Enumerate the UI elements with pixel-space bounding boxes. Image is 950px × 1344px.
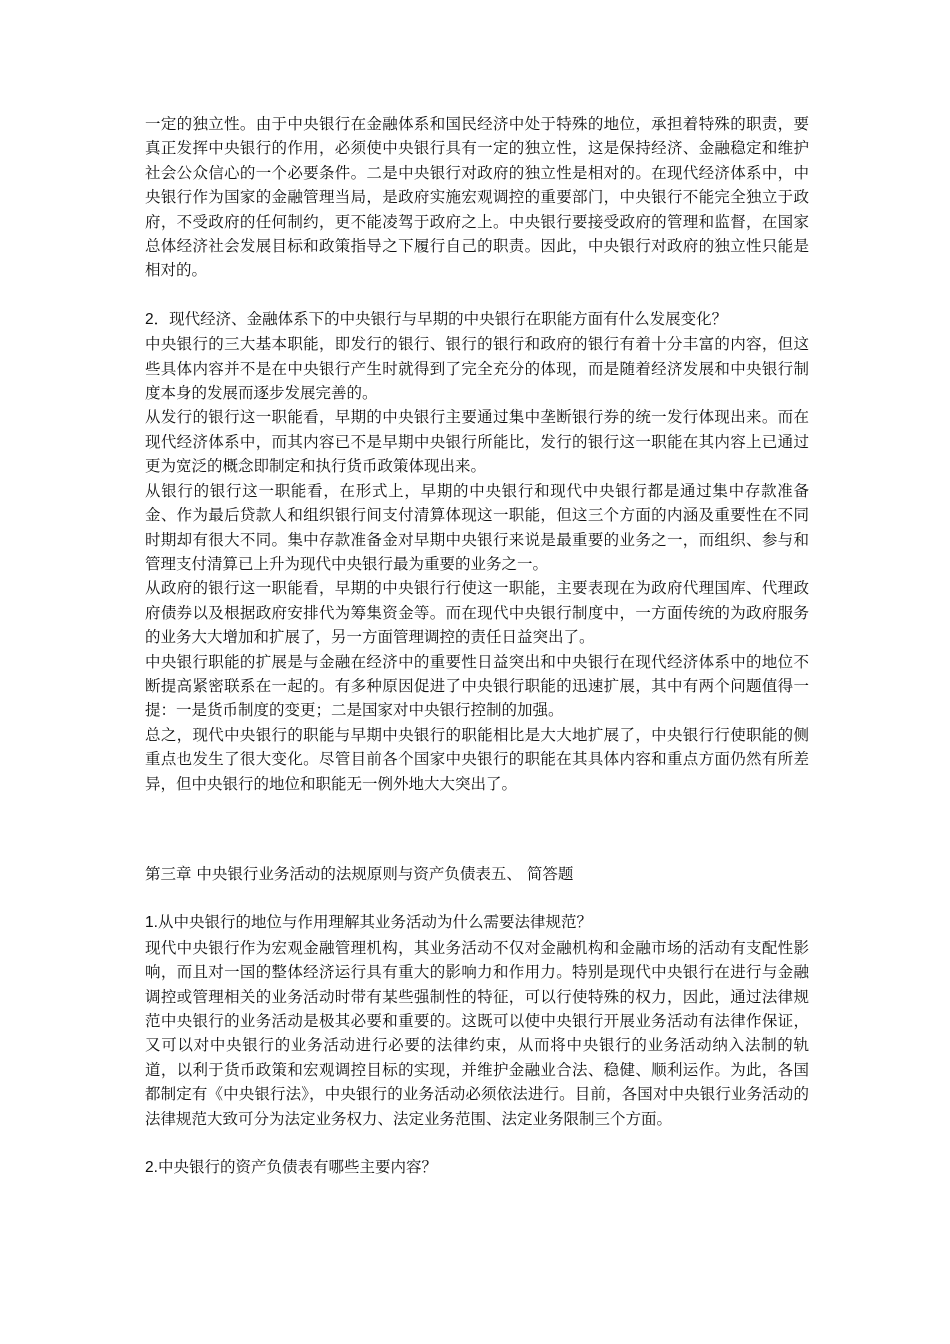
question-1-legal-norms [145, 910, 809, 935]
paragraph-independence: 一定的独立性。由于中央银行在金融体系和国民经济中处于特殊的地位，承担着特殊的职责，要真正发挥中央银行的作用，必须使中央银行具有一定的独立性，这是保持经济、金融稳定和维护社会公众信心的一个必要条件。二是中央银行对政府的独立性是相对的。在现代经济体系中，中央银行作为国家的金融管理当局，是政府实施宏观调控的重要部门，中央银行不能完全独立于政府，不受政府的任何制约，更不能凌驾于政府之上。中央银行要接受政府的管理和监督，在国家总体经济社会发展目标和政策指导之下履行自己的职责。因此，中央银行对政府的独立性只能是相对的。 [145, 115, 809, 280]
answer-paragraph-5: 中央银行职能的扩展是与金融在经济中的重要性日益突出和中央银行在现代经济体系中的地位不断提高紧密联系在一起的。有多种原因促进了中央银行职能的迅速扩展，其中有两个问题值得一提：一是货币制度的变更；二是国家对中央银行控制的加强。 [145, 652, 809, 720]
answer-paragraph-legal: 现代中央银行作为宏观金融管理机构，其业务活动不仅对金融机构和金融市场的活动有支配性影响，而且对一国的整体经济运行具有重大的影响力和作用力。特别是现代中央银行在进行与金融调控或管理相关的业务活动时带有某些强制性的特征，可以行使特殊的权力，因此，通过法律规范中央银行的业务活动是极其必要和重要的。这既可以使中央银行开展业务活动有法律作保证，又可以对中央银行的业务活动进行必要的法律约束，从而将中央银行的业务活动纳入法制的轨道，以利于货币政策和宏观调控目标的实现，并维护金融业合法、稳健、顺利运作。为此，各国都制定有《中央银行法》，中央银行的业务活动必须依法进行。目前，各国对中央银行业务活动的法律规范大致可分为法定业务权力、法定业务范围、法定业务限制三个方面。 [145, 938, 809, 1128]
question-text: 现代经济、金融体系下的中央银行与早期的中央银行在职能方面有什么发展变化？ [169, 309, 728, 328]
chapter-heading: 第三章 中央银行业务活动的法规原则与资产负债表五、 简答题 [145, 864, 574, 883]
spacer [145, 886, 809, 910]
spacer [145, 1131, 809, 1155]
answer-paragraph-1: 中央银行的三大基本职能，即发行的银行、银行的银行和政府的银行有着十分丰富的内容，但这些具体内容并不是在中央银行产生时就得到了完全充分的体现，而是随着经济发展和中央银行制度本身的发展而逐步发展完善的。 [145, 335, 809, 403]
spacer [145, 796, 809, 862]
answer-paragraph-2: 从发行的银行这一职能看，早期的中央银行主要通过集中垄断银行券的统一发行体现出来。而在现代经济体系中，而其内容已不是早期中央银行所能比，发行的银行这一职能在其内容上已通过更为宽泛的概念即制定和执行货币政策体现出来。 [145, 408, 809, 476]
question-number: 2． [145, 310, 170, 328]
question-text: 中央银行的资产负债表有哪些主要内容？ [157, 1158, 437, 1177]
spacer [145, 283, 809, 307]
question-2-balance-sheet [145, 1155, 809, 1180]
answer-paragraph-3: 从银行的银行这一职能看，在形式上，早期的中央银行和现代中央银行都是通过集中存款准备金、作为最后贷款人和组织银行间支付清算体现这一职能，但这三个方面的内涵及重要性在不同时期却有很大不同。集中存款准备金对早期中央银行来说是最重要的业务之一，而组织、参与和管理支付清算已上升为现代中央银行最为重要的业务之一。 [145, 481, 809, 573]
answer-paragraph-4: 从政府的银行这一职能看，早期的中央银行行使这一职能，主要表现在为政府代理国库、代理政府债券以及根据政府安排代为筹集资金等。而在现代中央银行制度中，一方面传统的为政府服务的业务大大增加和扩展了，另一方面管理调控的责任日益突出了。 [145, 579, 809, 647]
question-text: 从中央银行的地位与作用理解其业务活动为什么需要法律规范？ [157, 913, 592, 932]
answer-paragraph-6: 总之，现代中央银行的职能与早期中央银行的职能相比是大大地扩展了，中央银行行使职能的侧重点也发生了很大变化。尽管目前各个国家中央银行的职能在其具体内容和重点方面仍然有所差异，但中央银行的地位和职能无一例外地大大突出了。 [145, 725, 809, 793]
document-page [145, 112, 809, 1180]
question-number: 2. [145, 1159, 158, 1177]
question-number: 1. [145, 914, 158, 932]
question-2-function-changes [145, 307, 809, 332]
